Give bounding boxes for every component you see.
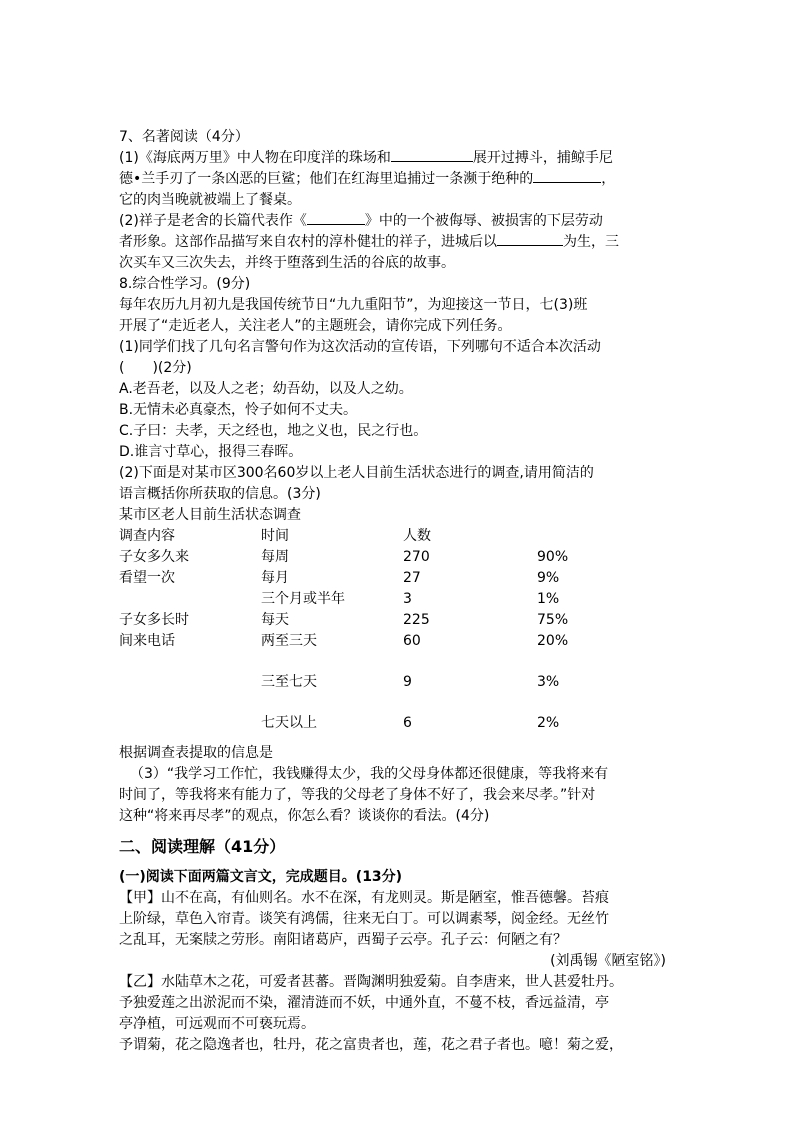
- passage-yi-line4: 予谓菊，花之隐逸者也，牡丹，花之富贵者也，莲，花之君子者也。噫！菊之爱，: [119, 1037, 623, 1053]
- part1-title: (一)阅读下面两篇文言文，完成题目。(13分): [119, 869, 403, 885]
- option-c: C.子曰：夫孝，天之经也，地之义也，民之行也。: [119, 423, 428, 439]
- table-cell: 调查内容: [119, 528, 175, 544]
- q8-sub3-line3: 这种“将来再尽孝”的观点，你怎么看？谈谈你的看法。(4分): [119, 808, 490, 824]
- q8-sub2-line1: (2)下面是对某市区300名60岁以上老人目前生活状态进行的调查,请用简洁的: [119, 465, 594, 481]
- table-row: [119, 547, 637, 568]
- table-cell: 20%: [537, 633, 569, 649]
- q7-part1-line3: 它的肉当晚就被端上了餐桌。: [119, 192, 301, 208]
- answer-blank[interactable]: [391, 148, 473, 162]
- passage-jia-line3: 之乱耳，无案牍之劳形。南阳诸葛庐，西蜀子云亭。孔子云：何陋之有？: [119, 932, 567, 948]
- table-cell: 人数: [403, 528, 431, 544]
- passage-jia-line2: 上阶绿，草色入帘青。谈笑有鸿儒，往来无白丁。可以调素琴，阅金经。无丝竹: [119, 911, 609, 927]
- answer-blank[interactable]: [307, 211, 365, 225]
- q7-part2-line1: (2)祥子是老舍的长篇代表作《 》中的一个被侮辱、被损害的下层劳动: [119, 213, 603, 229]
- section2-title: 二、阅读理解（41分）: [119, 837, 286, 856]
- table-cell: 每周: [261, 549, 289, 565]
- table-cell: 75%: [537, 612, 569, 628]
- table-cell: 看望一次: [119, 570, 175, 586]
- table-cell: 1%: [537, 591, 560, 607]
- option-d: D.谁言寸草心，报得三春晖。: [119, 444, 303, 460]
- answer-blank[interactable]: [533, 169, 601, 183]
- table-cell: 225: [403, 612, 430, 628]
- table-cell: 时间: [261, 528, 289, 544]
- table-cell: [537, 526, 637, 547]
- option-a: A.老吾老，以及人之老；幼吾幼，以及人之幼。: [119, 381, 413, 397]
- q8-sub1-line1: (1)同学们找了几句名言警句作为这次活动的宣传语，下列哪句不适合本次活动: [119, 339, 601, 355]
- answer-blank[interactable]: [497, 232, 563, 246]
- table-cell: 6: [403, 715, 412, 731]
- table-cell: 27: [403, 570, 421, 586]
- q8-sub2-line2: 语言概括你所获取的信息。(3分): [119, 486, 321, 502]
- passage-jia-source: (刘禹锡《陋室铭》): [550, 953, 666, 969]
- passage-yi-line2: 予独爱莲之出淤泥而不染，濯清涟而不妖，中通外直，不蔓不枝，香远益清，亭: [119, 995, 609, 1011]
- table-cell: 七天以上: [261, 715, 317, 731]
- q8-intro-line1: 每年农历九月初九是我国传统节日“九九重阳节”，为迎接这一节日，七(3)班: [119, 297, 588, 313]
- table-cell: [119, 652, 261, 693]
- table-row: [119, 568, 637, 589]
- passage-yi-line1: 【乙】水陆草木之花，可爱者甚蕃。晋陶渊明独爱菊。自李唐来，世人甚爱牡丹。: [119, 974, 623, 990]
- q7-title: 7、名著阅读（4分）: [119, 129, 249, 145]
- table-cell: [119, 589, 261, 610]
- q8-sub3-line2: 时间了，等我将来有能力了，等我的父母老了身体不好了，我会来尽孝。”针对: [119, 787, 596, 803]
- passage-yi-line3: 亭净植，可远观而不可亵玩焉。: [119, 1016, 315, 1032]
- table-row: [119, 526, 637, 547]
- table-row: [119, 631, 637, 652]
- table-cell: [119, 693, 261, 734]
- survey-table-title: 某市区老人目前生活状态调查: [119, 507, 301, 523]
- q8-sub1-line2: ( )(2分): [119, 360, 192, 376]
- q7-part1-line1: (1)《海底两万里》中人物在印度洋的珠场和 展开过搏斗，捕鲸手尼: [119, 150, 613, 166]
- table-cell: 3%: [537, 674, 560, 690]
- table-cell: 每天: [261, 612, 289, 628]
- q7-part2-line2: 者形象。这部作品描写来自农村的淳朴健壮的祥子，进城后以 为生，三: [119, 234, 619, 250]
- survey-table: [119, 526, 637, 734]
- q8-intro-line2: 开展了“走近老人，关注老人”的主题班会，请你完成下列任务。: [119, 318, 512, 334]
- q7-part1-line2: 德•兰手刃了一条凶恶的巨鲨；他们在红海里追捕过一条濒于绝种的 ，: [119, 171, 616, 187]
- table-cell: 9: [403, 674, 412, 690]
- table-cell: 9%: [537, 570, 560, 586]
- q8-sub3-line1: （3）“我学习工作忙，我钱赚得太少，我的父母身体都还很健康，等我将来有: [130, 766, 609, 782]
- table-cell: 三至七天: [261, 674, 317, 690]
- table-cell: 子女多久来: [119, 549, 189, 565]
- table-row: [119, 589, 637, 610]
- table-cell: 两至三天: [261, 633, 317, 649]
- table-row: [119, 610, 637, 631]
- table-cell: 每月: [261, 570, 289, 586]
- q7-part2-line3: 次买车又三次失去，并终于堕落到生活的谷底的故事。: [119, 255, 455, 271]
- table-cell: 3: [403, 591, 412, 607]
- after-table-text: 根据调查表提取的信息是: [119, 745, 273, 761]
- passage-jia-line1: 【甲】山不在高，有仙则名。水不在深，有龙则灵。斯是陋室，惟吾德馨。苔痕: [119, 890, 609, 906]
- table-row: [119, 693, 637, 734]
- table-cell: 60: [403, 633, 421, 649]
- table-cell: 270: [403, 549, 430, 565]
- option-b: B.无情未必真豪杰，怜子如何不丈夫。: [119, 402, 358, 418]
- table-cell: 90%: [537, 549, 569, 565]
- table-cell: 2%: [537, 715, 560, 731]
- q8-title: 8.综合性学习。(9分): [119, 276, 251, 292]
- table-cell: 间来电话: [119, 633, 175, 649]
- table-cell: 子女多长时: [119, 612, 189, 628]
- table-cell: 三个月或半年: [261, 591, 345, 607]
- table-row: [119, 652, 637, 693]
